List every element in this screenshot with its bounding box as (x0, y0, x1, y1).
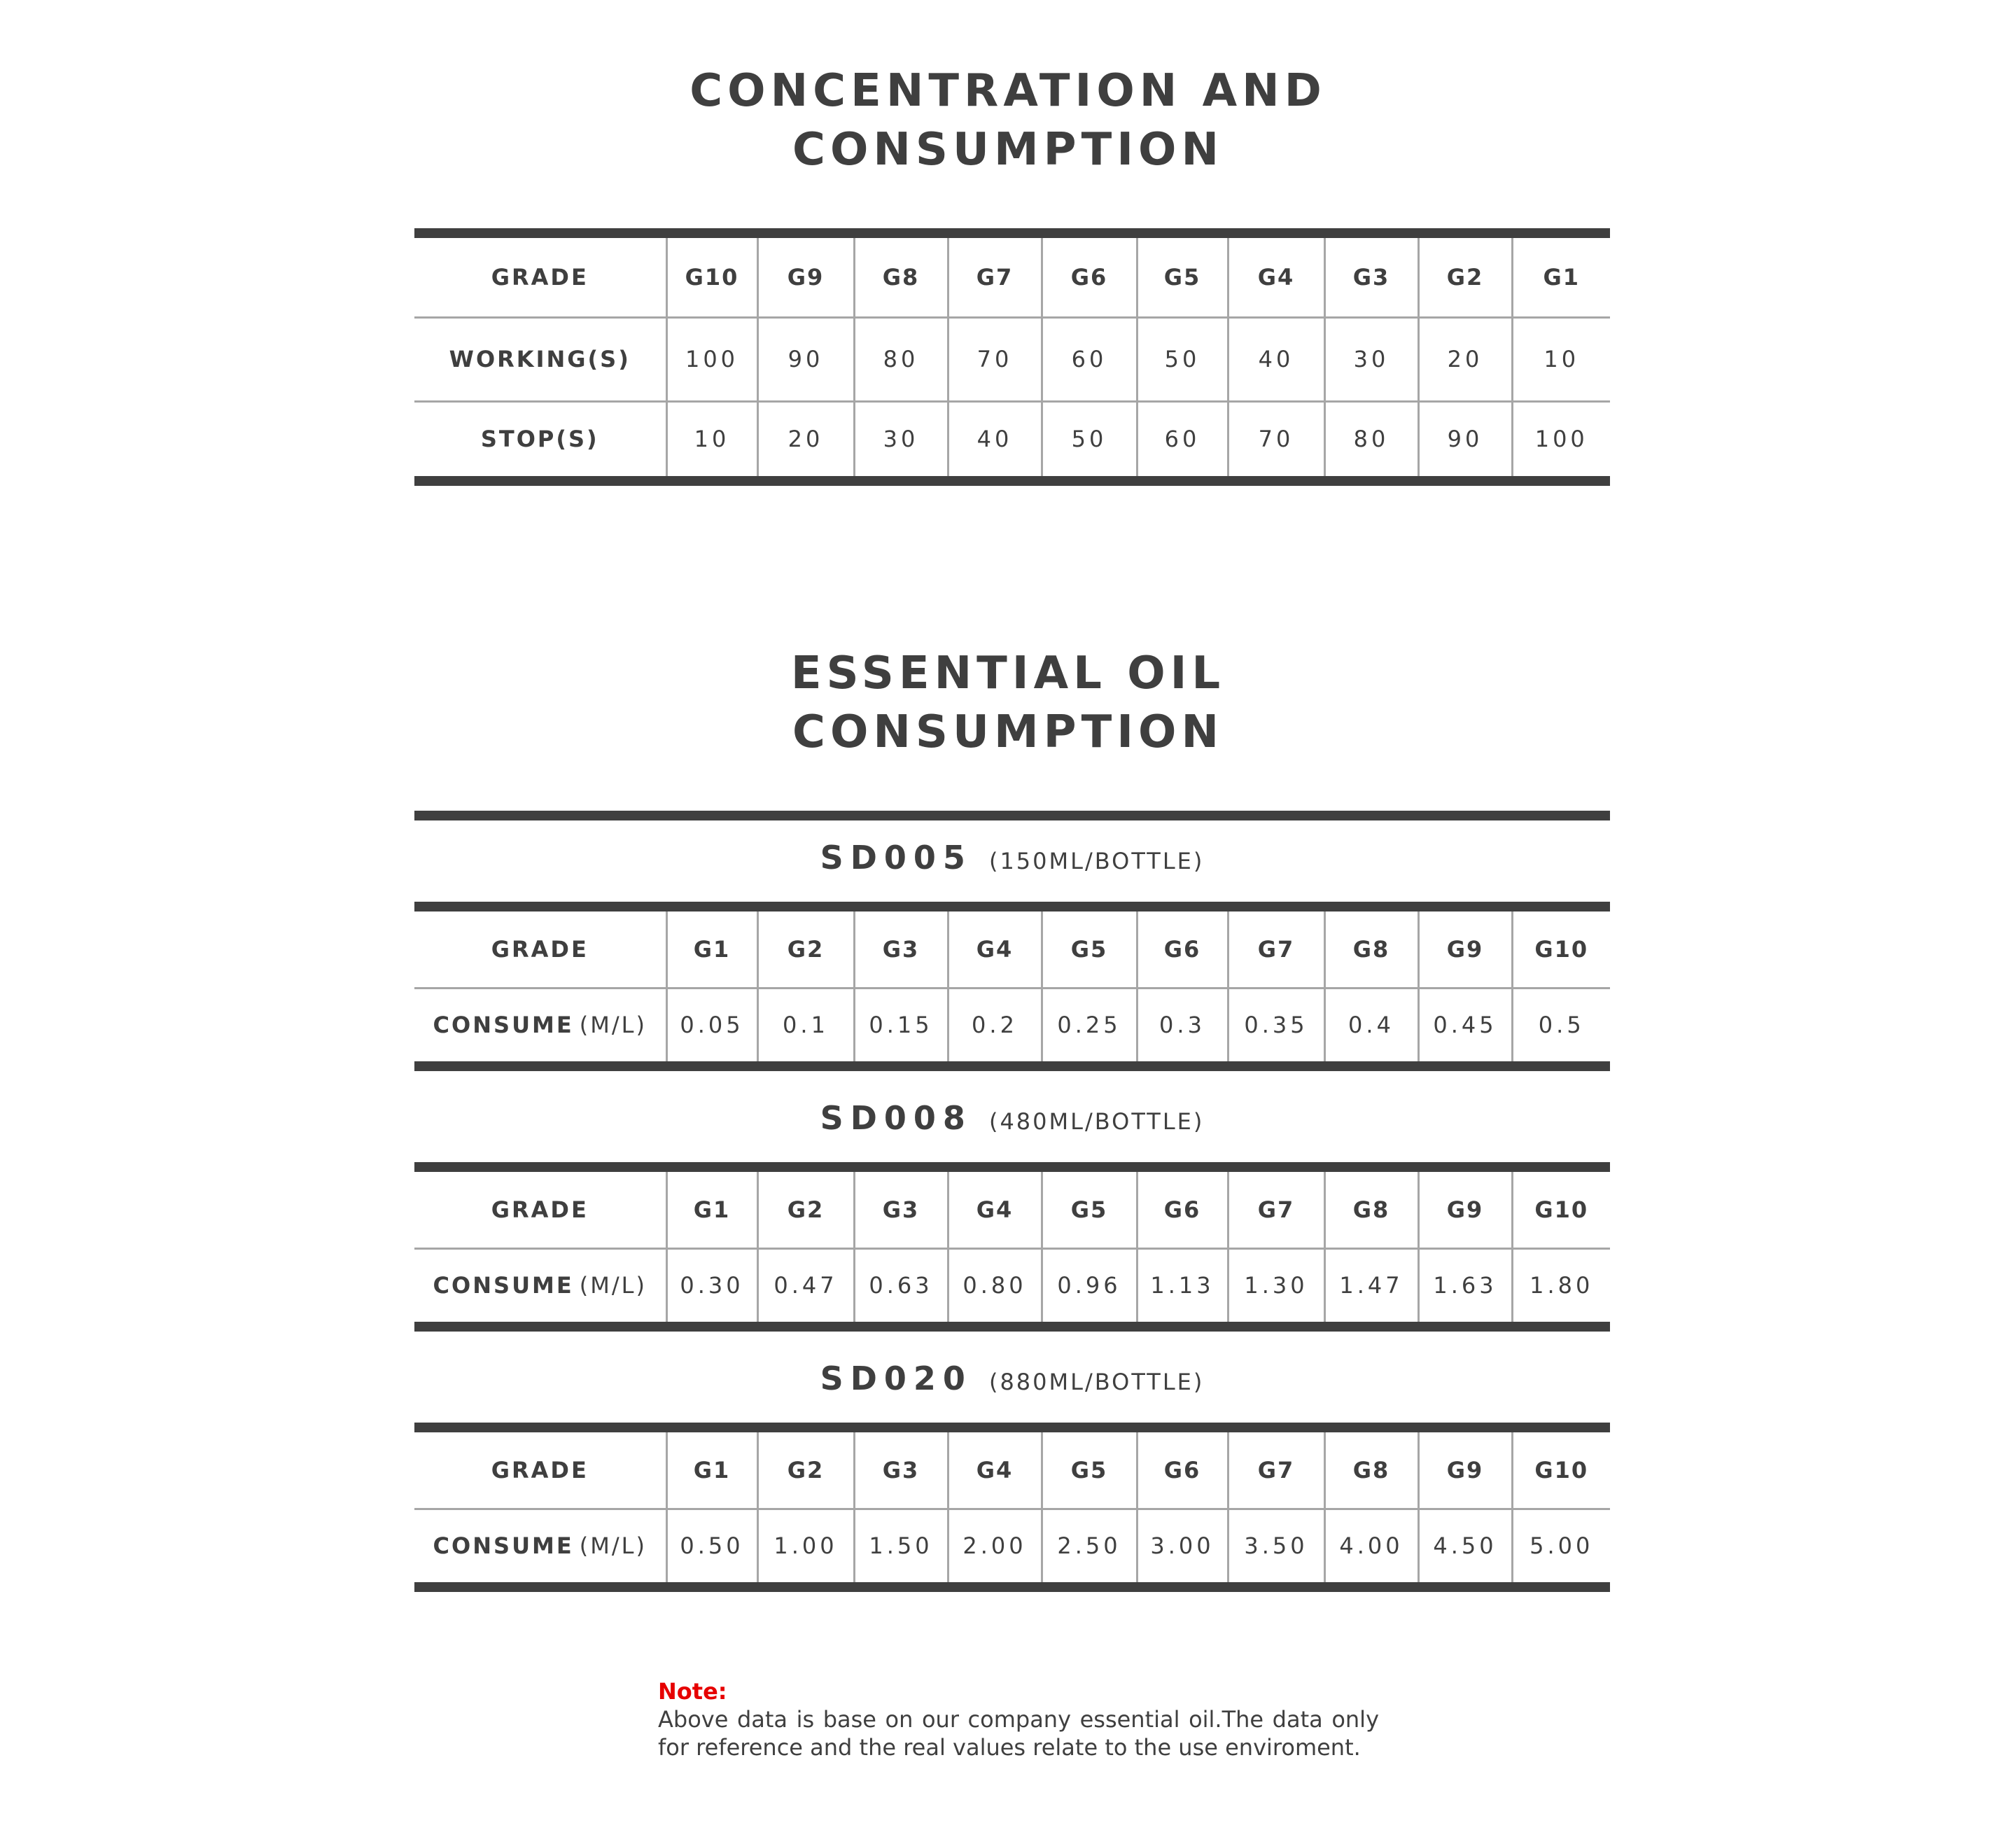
grade-cell: G5 (1137, 233, 1228, 317)
grade-cell: G2 (1418, 233, 1512, 317)
consume-cell: 0.2 (948, 988, 1042, 1066)
grade-cell: G4 (948, 907, 1042, 988)
consume-cell: 0.80 (948, 1248, 1042, 1327)
note-text: Above data is base on our company essential oil.The data only for reference and the real values relate to the use enviroment. (658, 1706, 1379, 1761)
grade-cell: G4 (948, 1427, 1042, 1509)
model-capacity: (150ML/BOTTLE) (988, 848, 1205, 874)
working-cell: 100 (666, 317, 757, 401)
grade-cell: G7 (1228, 907, 1324, 988)
working-cell: 10 (1512, 317, 1610, 401)
working-cell: 70 (948, 317, 1042, 401)
consume-label-cell (414, 1248, 666, 1327)
consume-cell: 4.50 (1418, 1509, 1512, 1587)
essential-oil-title-line2: CONSUMPTION (792, 706, 1224, 758)
grade-cell: G10 (666, 233, 757, 317)
stop-cell: 60 (1137, 401, 1228, 481)
consume-cell: 3.00 (1137, 1509, 1228, 1587)
consume-cell: 0.5 (1512, 988, 1610, 1066)
grade-cell: G9 (1418, 1427, 1512, 1509)
note-label: Note: (658, 1678, 727, 1705)
model-name: SD005 (820, 839, 972, 876)
consume-cell: 0.63 (854, 1248, 948, 1327)
grade-cell: G3 (1324, 233, 1418, 317)
grade-cell: G7 (1228, 1427, 1324, 1509)
sd008-table (414, 1162, 1610, 1332)
grade-cell: G1 (666, 907, 757, 988)
consume-cell: 0.45 (1418, 988, 1512, 1066)
grade-cell: G9 (757, 233, 854, 317)
stop-cell: 70 (1228, 401, 1324, 481)
grade-cell: G4 (948, 1167, 1042, 1248)
consume-row (414, 988, 1610, 1066)
grade-cell: G2 (757, 1427, 854, 1509)
stop-cell: 50 (1042, 401, 1137, 481)
stop-cell: 100 (1512, 401, 1610, 481)
consume-cell: 0.47 (757, 1248, 854, 1327)
concentration-title-line2: CONSUMPTION (792, 124, 1224, 176)
consume-cell: 0.15 (854, 988, 948, 1066)
model-name: SD008 (820, 1099, 972, 1137)
model-name: SD020 (820, 1360, 972, 1397)
model-band-top-rule (414, 811, 1610, 820)
consume-cell: 4.00 (1324, 1509, 1418, 1587)
consume-label: CONSUME (433, 1272, 574, 1299)
grade-label: GRADE (491, 263, 589, 291)
consume-cell: 2.50 (1042, 1509, 1137, 1587)
consume-cell: 0.50 (666, 1509, 757, 1587)
consume-label-cell (414, 1509, 666, 1587)
consume-unit: (M/L) (579, 1012, 647, 1039)
grade-cell: G1 (666, 1427, 757, 1509)
grade-row (414, 233, 1610, 317)
grade-label: GRADE (491, 1196, 589, 1223)
grade-cell: G10 (1512, 907, 1610, 988)
stop-cell: 90 (1418, 401, 1512, 481)
stop-label: STOP(S) (414, 401, 666, 481)
consume-row (414, 1509, 1610, 1587)
essential-oil-title-line1: ESSENTIAL OIL (790, 648, 1226, 699)
grade-row (414, 907, 1610, 988)
consume-unit: (M/L) (579, 1532, 647, 1560)
stop-cell: 40 (948, 401, 1042, 481)
consume-cell: 1.13 (1137, 1248, 1228, 1327)
grade-cell: G6 (1137, 1167, 1228, 1248)
consume-cell: 3.50 (1228, 1509, 1324, 1587)
grade-cell: G1 (666, 1167, 757, 1248)
working-cell: 90 (757, 317, 854, 401)
consume-unit: (M/L) (579, 1272, 647, 1299)
consume-cell: 1.47 (1324, 1248, 1418, 1327)
consume-cell: 1.00 (757, 1509, 854, 1587)
consume-cell: 0.05 (666, 988, 757, 1066)
grade-cell: G2 (757, 1167, 854, 1248)
grade-cell: G6 (1137, 907, 1228, 988)
consume-cell: 0.1 (757, 988, 854, 1066)
grade-cell: G8 (1324, 1167, 1418, 1248)
grade-cell: G5 (1042, 907, 1137, 988)
grade-row (414, 1167, 1610, 1248)
working-cell: 80 (854, 317, 948, 401)
sd005-table (414, 902, 1610, 1071)
consume-cell: 0.25 (1042, 988, 1137, 1066)
grade-cell: G7 (948, 233, 1042, 317)
stop-cell: 80 (1324, 401, 1418, 481)
concentration-title (0, 62, 2016, 179)
model-label-sd008 (414, 1099, 1610, 1137)
working-cell: 30 (1324, 317, 1418, 401)
grade-cell: G1 (1512, 233, 1610, 317)
grade-cell: G3 (854, 1167, 948, 1248)
model-label-sd020 (414, 1360, 1610, 1397)
grade-cell: G5 (1042, 1167, 1137, 1248)
consume-cell: 0.3 (1137, 988, 1228, 1066)
grade-cell: G3 (854, 1427, 948, 1509)
working-cell: 60 (1042, 317, 1137, 401)
essential-oil-title (0, 644, 2016, 762)
consume-label: CONSUME (433, 1012, 574, 1039)
grade-cell: G10 (1512, 1167, 1610, 1248)
consume-row (414, 1248, 1610, 1327)
consume-cell: 0.30 (666, 1248, 757, 1327)
grade-cell: G8 (1324, 907, 1418, 988)
grade-cell: G3 (854, 907, 948, 988)
grade-cell: G4 (1228, 233, 1324, 317)
consume-cell: 2.00 (948, 1509, 1042, 1587)
stop-cell: 10 (666, 401, 757, 481)
stop-cell: 30 (854, 401, 948, 481)
consume-cell: 0.4 (1324, 988, 1418, 1066)
grade-cell: G6 (1137, 1427, 1228, 1509)
grade-row (414, 1427, 1610, 1509)
sd020-table (414, 1423, 1610, 1592)
grade-label: GRADE (491, 1456, 589, 1483)
note-block (658, 1677, 1379, 1761)
working-label: WORKING(S) (414, 317, 666, 401)
consume-cell: 0.96 (1042, 1248, 1137, 1327)
grade-cell: G5 (1042, 1427, 1137, 1509)
consume-label: CONSUME (433, 1532, 574, 1560)
working-cell: 50 (1137, 317, 1228, 401)
grade-cell: G8 (854, 233, 948, 317)
grade-cell: G9 (1418, 1167, 1512, 1248)
consume-label-cell (414, 988, 666, 1066)
grade-cell: G8 (1324, 1427, 1418, 1509)
consume-cell: 1.63 (1418, 1248, 1512, 1327)
stop-row (414, 401, 1610, 481)
grade-cell: G6 (1042, 233, 1137, 317)
grade-cell: G10 (1512, 1427, 1610, 1509)
model-capacity: (880ML/BOTTLE) (988, 1369, 1205, 1395)
grade-cell: G7 (1228, 1167, 1324, 1248)
stop-cell: 20 (757, 401, 854, 481)
grade-label: GRADE (491, 935, 589, 963)
consume-cell: 1.50 (854, 1509, 948, 1587)
grade-cell: G9 (1418, 907, 1512, 988)
working-cell: 40 (1228, 317, 1324, 401)
consume-cell: 0.35 (1228, 988, 1324, 1066)
concentration-table (414, 228, 1610, 486)
working-cell: 20 (1418, 317, 1512, 401)
grade-cell: G2 (757, 907, 854, 988)
consume-cell: 5.00 (1512, 1509, 1610, 1587)
consume-cell: 1.80 (1512, 1248, 1610, 1327)
model-capacity: (480ML/BOTTLE) (988, 1108, 1205, 1135)
consume-cell: 1.30 (1228, 1248, 1324, 1327)
concentration-title-line1: CONCENTRATION AND (690, 65, 1326, 117)
working-row (414, 317, 1610, 401)
model-label-sd005 (414, 839, 1610, 876)
